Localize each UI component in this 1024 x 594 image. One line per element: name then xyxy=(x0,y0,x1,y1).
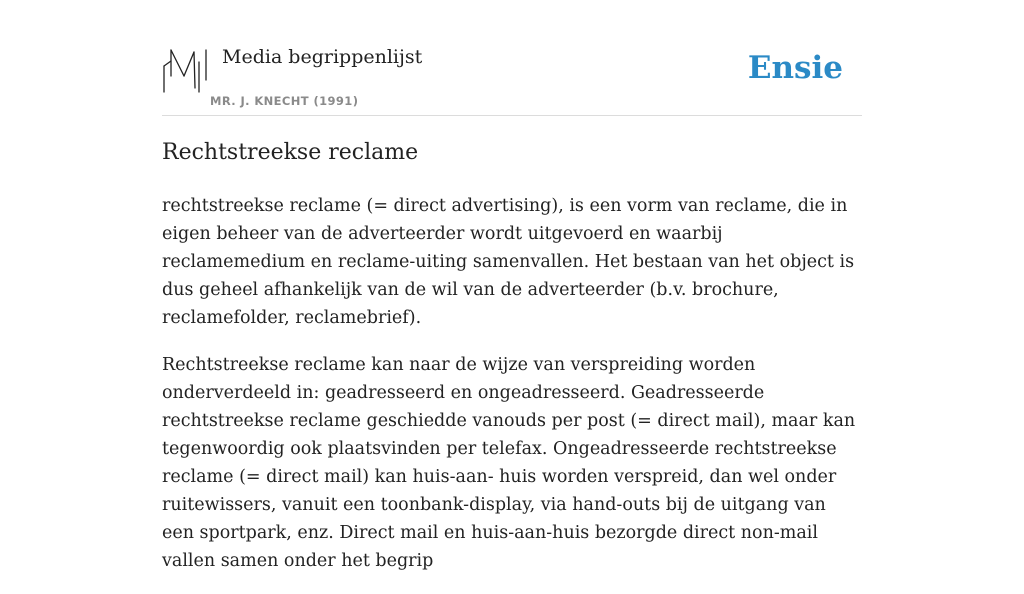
author-credit: MR. J. KNECHT (1991) xyxy=(210,94,359,108)
media-m-logo-icon[interactable] xyxy=(162,48,208,94)
entry-body xyxy=(162,192,862,594)
ensie-brand-logo[interactable]: Ensie xyxy=(747,50,843,86)
entry-title: Rechtstreekse reclame xyxy=(162,140,419,165)
entry-paragraph: rechtstreekse reclame (= direct advertising), is een vorm van reclame, die in eigen beheer van de adverteerder wordt uitgevoerd en waarbij reclamemedium en reclame-uiting samenvallen. Het bestaan van het object is dus geheel afhankelijk van de wil van de adverteerder (b.v. brochure, reclamefolder, reclamebrief). xyxy=(162,196,855,328)
book-title[interactable]: Media begrippenlijst xyxy=(222,46,423,68)
entry-paragraph: Rechtstreekse reclame kan naar de wijze van verspreiding worden onderverdeeld in: geadresseerd en ongeadresseerd. Geadresseerde rechtstreekse reclame geschiedde vanouds per post (= direct mail), maar kan tegenwoordig ook plaatsvinden per telefax. Ongeadresseerde rechtstreekse reclame (= direct mail) kan huis-aan- huis worden verspreid, dan wel onder ruitewissers, vanuit een toonbank-display, via hand-outs bij de uitgang van een sportpark, enz. Direct mail en huis-aan-huis bezorgde direct non-mail vallen samen onder het begrip xyxy=(162,355,856,571)
header xyxy=(162,0,862,116)
page xyxy=(162,0,862,571)
